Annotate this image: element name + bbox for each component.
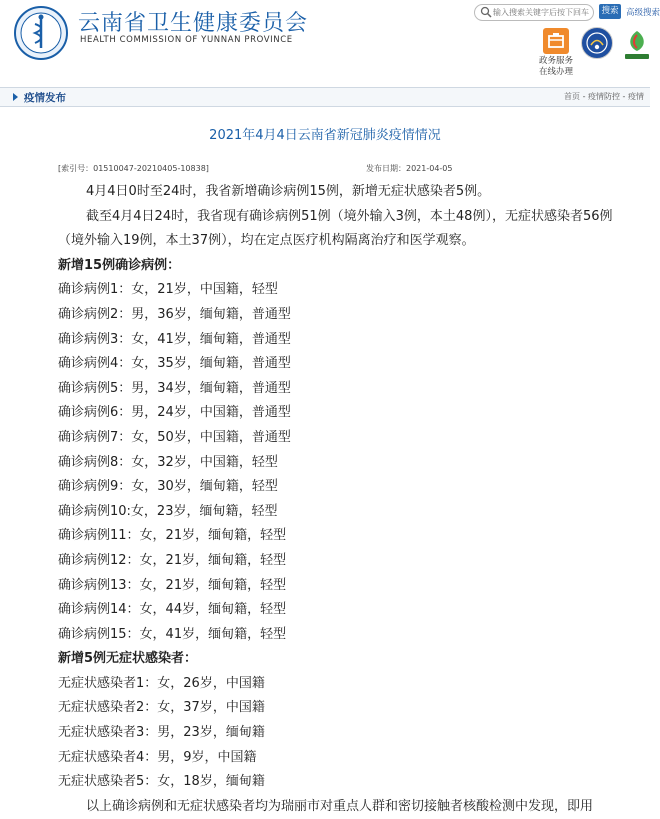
list-item: 确诊病例3：女，41岁，缅甸籍，普通型 (58, 331, 291, 347)
advanced-search-link[interactable]: 高级搜索 (626, 8, 660, 18)
list-item: 确诊病例7：女，50岁，中国籍，普通型 (58, 429, 291, 445)
search-box[interactable] (474, 4, 594, 21)
health-emblem-link-icon[interactable] (581, 27, 613, 59)
gov-service-icon (543, 28, 569, 54)
list-item: 无症状感染者3：男，23岁，缅甸籍 (58, 725, 265, 741)
list-item: 确诊病例5：男，34岁，缅甸籍，普通型 (58, 380, 291, 396)
asymptomatic-heading: 新增5例无症状感染者： (58, 651, 198, 667)
gov-service-label-line1: 政务服务 (538, 56, 573, 66)
confirmed-heading: 新增15例确诊病例： (58, 257, 181, 273)
list-item: 无症状感染者4：男，9岁，中国籍 (58, 749, 257, 765)
list-item: 确诊病例8：女，32岁，中国籍，轻型 (58, 454, 278, 470)
article-body (58, 180, 632, 819)
gov-service-link[interactable] (536, 28, 576, 78)
gov-service-label-line2: 在线办理 (538, 67, 573, 77)
index-number: [索引号：01510047-20210405-10838] (58, 164, 209, 173)
site-title[interactable]: 云南省卫生健康委员会 (78, 11, 309, 36)
breadcrumb[interactable]: 首页 - 疫情防控 - 疫情 (564, 92, 644, 101)
paragraph-closing: 以上确诊病例和无症状感染者均为瑞丽市对重点人群和密切接触者核酸检测中发现，即用 (86, 798, 594, 814)
list-item: 确诊病例10:女，23岁，缅甸籍，轻型 (58, 503, 278, 519)
site-title-english: HEALTH COMMISSION OF YUNNAN PROVINCE (80, 35, 293, 45)
list-item: 确诊病例2：男，36岁，缅甸籍，普通型 (58, 306, 291, 322)
list-item: 无症状感染者5：女，18岁，缅甸籍 (58, 774, 265, 790)
yunnan-health-app-icon[interactable] (622, 27, 652, 63)
list-item: 无症状感染者2：女，37岁，中国籍 (58, 700, 265, 716)
list-item: 确诊病例14：女，44岁，缅甸籍，轻型 (58, 602, 287, 618)
site-header (0, 0, 660, 85)
list-item: 确诊病例9：女，30岁，缅甸籍，轻型 (58, 479, 278, 495)
health-commission-emblem-icon[interactable] (14, 6, 68, 60)
section-title[interactable]: 疫情发布 (24, 92, 66, 104)
paragraph-summary: 4月4日0时至24时，我省新增确诊病例15例，新增无症状感染者5例。 (86, 184, 491, 199)
section-nav-bar (0, 87, 650, 107)
triangle-right-icon (13, 93, 18, 101)
article-title: 2021年4月4日云南省新冠肺炎疫情情况 (209, 128, 441, 143)
search-button[interactable]: 搜索 (599, 4, 621, 19)
search-icon (480, 6, 492, 18)
paragraph-totals: 截至4月4日24时，我省现有确诊病例51例（境外输入3例，本土48例），无症状感染者56例（境外输入19例，本土37例），均在定点医疗机构隔离治疗和医学观察。 (58, 208, 613, 249)
list-item: 确诊病例15：女，41岁，缅甸籍，轻型 (58, 626, 287, 642)
list-item: 确诊病例11：女，21岁，缅甸籍，轻型 (58, 528, 287, 544)
list-item: 确诊病例13：女，21岁，缅甸籍，轻型 (58, 577, 287, 593)
list-item: 无症状感染者1：女，26岁，中国籍 (58, 675, 265, 691)
publish-date: 发布日期：2021-04-05 (366, 164, 453, 173)
list-item: 确诊病例12：女，21岁，缅甸籍，轻型 (58, 552, 287, 568)
list-item: 确诊病例1：女，21岁，中国籍，轻型 (58, 282, 278, 298)
list-item: 确诊病例6：男，24岁，中国籍，普通型 (58, 405, 291, 421)
list-item: 确诊病例4：女，35岁，缅甸籍，普通型 (58, 356, 291, 372)
search-input[interactable] (493, 6, 589, 18)
